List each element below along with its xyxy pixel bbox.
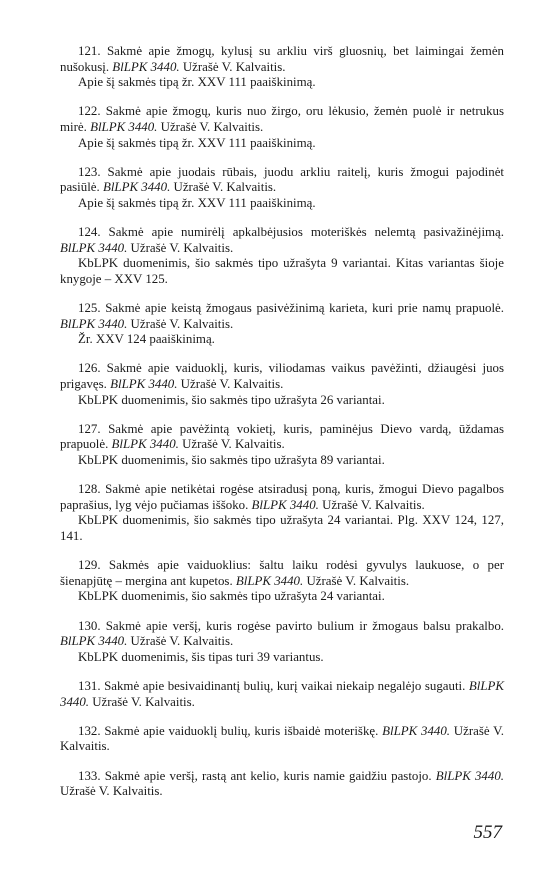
entry-text: 125. Sakmė apie keistą žmogaus pasivėžinimą karieta, kuri prie namų prapuolė. BlLPK 3440. Užrašė V. Kalvaitis. [60, 301, 504, 331]
entry-note: Žr. XXV 124 paaiškinimą. [78, 332, 215, 347]
entry-text: 123. Sakmė apie juodais rūbais, juodu arkliu raitelį, kuris žmogui pajodinėt pasiūlė. BlLPK 3440. Užrašė V. Kalvaitis. [60, 164, 504, 195]
entry-127 [60, 422, 504, 469]
entry-text: 130. Sakmė apie veršį, kuris rogėse pavirto bulium ir žmogaus balsu prakalbo. BlLPK 3440. Užrašė V. Kalvaitis. [60, 618, 504, 649]
page-body [60, 44, 504, 813]
entry-note: KbLPK duomenimis, šio sakmės tipo užrašyta 9 variantai. Kitas variantas šioje knygoje – XXV 125. [60, 256, 504, 286]
entry-note: Apie šį sakmės tipą žr. XXV 111 paaiškinimą. [78, 135, 316, 150]
entry-note: KbLPK duomenimis, šio sakmės tipo užrašyta 24 variantai. Plg. XXV 124, 127, 141. [60, 513, 504, 543]
entry-note: KbLPK duomenimis, šio sakmės tipo užrašyta 26 variantai. [78, 392, 385, 407]
entry-123 [60, 165, 504, 212]
entry-note: Apie šį sakmės tipą žr. XXV 111 paaiškinimą. [78, 195, 316, 210]
entry-note: Apie šį sakmės tipą žr. XXV 111 paaiškinimą. [78, 75, 316, 90]
entry-132 [60, 724, 504, 755]
entry-text: 132. Sakmė apie vaiduoklį bulių, kuris išbaidė moteriškę. BlLPK 3440. Užrašė V. Kalvaitis. [60, 723, 504, 754]
entry-129 [60, 558, 504, 605]
entry-124 [60, 225, 504, 287]
entry-text: 122. Sakmė apie žmogų, kuris nuo žirgo, oru lėkusio, žemėn puolė ir netrukus mirė. BlLPK 3440. Užrašė V. Kalvaitis. [60, 104, 504, 134]
entry-126 [60, 361, 504, 408]
entry-133 [60, 769, 504, 800]
entry-text: 127. Sakmė apie pavėžintą vokietį, kuris, paminėjus Dievo vardą, ūždamas prapuolė. BlLPK 3440. Užrašė V. Kalvaitis. [60, 421, 504, 452]
entry-note: KbLPK duomenimis, šio sakmės tipo užrašyta 24 variantai. [78, 589, 385, 604]
page-number: 557 [473, 822, 502, 843]
entry-note: KbLPK duomenimis, šis tipas turi 39 variantus. [78, 649, 324, 664]
entry-text: 128. Sakmė apie netikėtai rogėse atsiradusį poną, kuris, žmogui Dievo pagalbos paprašius, lyg vėjo pučiamas iššoko. BlLPK 3440. Užrašė V. Kalvaitis. [60, 482, 504, 512]
entry-130 [60, 619, 504, 666]
entry-122 [60, 104, 504, 151]
entry-text: 133. Sakmė apie veršį, rastą ant kelio, kuris namie gaidžiu pastojo. BlLPK 3440. Užrašė V. Kalvaitis. [60, 768, 504, 799]
entry-text: 129. Sakmės apie vaiduoklius: šaltu laiku rodėsi gyvulys laukuose, o per šienapjūtę – mergina ant kupetos. BlLPK 3440. Užrašė V. Kalvaitis. [60, 558, 504, 588]
entry-text: 124. Sakmė apie numirėlį apkalbėjusios moteriškės nelemtą pasivažinėjimą. BlLPK 3440. Užrašė V. Kalvaitis. [60, 225, 504, 255]
entry-text: 121. Sakmė apie žmogų, kylusį su arkliu virš gluosnių, bet laimingai žemėn nušokusį. BlLPK 3440. Užrašė V. Kalvaitis. [60, 44, 504, 74]
entry-131 [60, 679, 504, 710]
entry-note: KbLPK duomenimis, šio sakmės tipo užrašyta 89 variantai. [78, 453, 385, 468]
entry-125 [60, 301, 504, 348]
entry-121 [60, 44, 504, 91]
entry-text: 131. Sakmė apie besivaidinantį bulių, kurį vaikai niekaip negalėjo sugauti. BlLPK 3440. Užrašė V. Kalvaitis. [60, 678, 504, 709]
entry-text: 126. Sakmė apie vaiduoklį, kuris, viliodamas vaikus pavėžinti, džiaugėsi juos prigavęs. BlLPK 3440. Užrašė V. Kalvaitis. [60, 361, 504, 392]
entry-128 [60, 482, 504, 544]
